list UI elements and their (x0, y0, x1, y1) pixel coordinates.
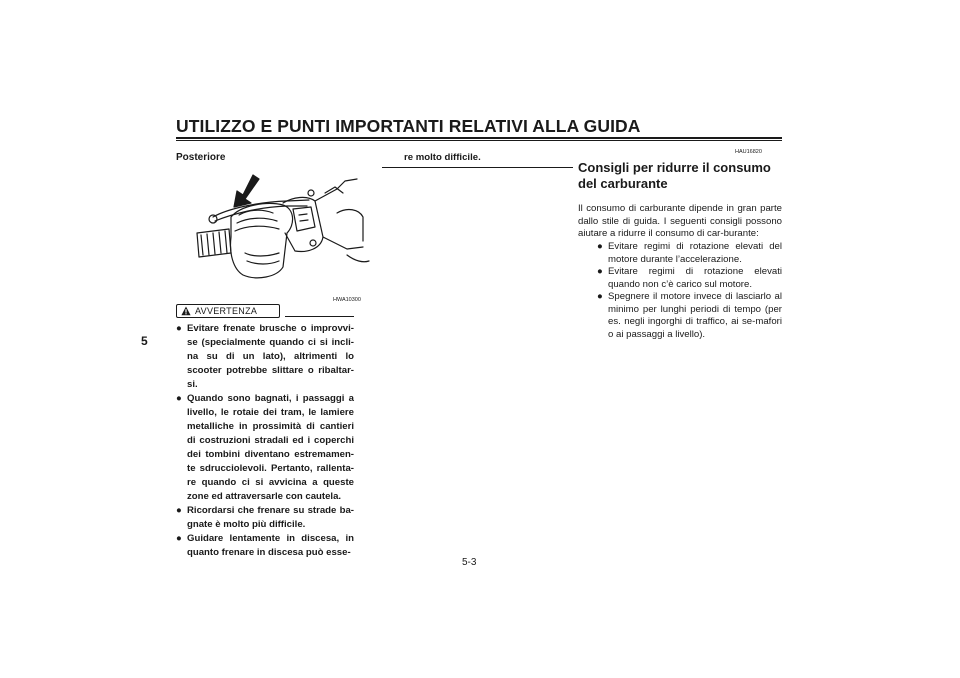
section-title: Consigli per ridurre il consumo del carburante (578, 160, 771, 191)
filled-circle-bullet-icon: ● (176, 323, 182, 334)
warning-continuation: re molto difficile. (404, 152, 481, 163)
page-number: 5-3 (462, 557, 477, 568)
header-rule-thick (176, 137, 782, 139)
section-subtitle-rear: Posteriore (176, 152, 226, 163)
section-code: HAU16820 (735, 149, 762, 155)
list-item: ● Evitare frenate brusche o improvvi-se (specialmente quando ci si incli-na su di un lato), altrimenti lo scooter potrebbe slittare o ribaltar-si. (176, 323, 354, 390)
warning-triangle-icon (181, 306, 191, 316)
list-item: ● Spegnere il motore invece di lasciarlo al minimo per lunghi periodi di tempo (per es. negli ingorghi di traffico, ai se-mafori o ai passaggi a livello). (597, 291, 782, 340)
filled-circle-bullet-icon: ● (597, 266, 603, 277)
warning-list (176, 322, 354, 560)
figure-code: HWA10300 (333, 297, 361, 303)
header-rule-thin (176, 140, 782, 141)
list-item: ● Evitare regimi di rotazione elevati quando non c’è carico sul motore. (597, 266, 782, 290)
list-item: ● Quando sono bagnati, i passaggi a livello, le rotaie dei tram, le lamiere metalliche in prossimità di cantieri di costruzioni stradali ed i coperchi dei tombini diventano estremamen-te sdrucciolevoli. Pertanto, rallenta-re quando ci si avvicina a queste zone ed attraversarle con cautela. (176, 393, 354, 502)
warning-end-rule (382, 167, 573, 168)
filled-circle-bullet-icon: ● (176, 533, 182, 544)
list-item: ● Guidare lentamente in discesa, in quanto frenare in discesa può esse- (176, 533, 354, 558)
rear-brake-lever-illustration (187, 157, 372, 297)
page-header-title: UTILIZZO E PUNTI IMPORTANTI RELATIVI ALLA GUIDA (176, 116, 641, 136)
warning-label: AVVERTENZA (195, 306, 258, 316)
section-intro: Il consumo di carburante dipende in gran parte dallo stile di guida. I seguenti consigli possono aiutare a ridurre il consumo di car-burante: (578, 203, 782, 239)
tips-list (597, 241, 782, 341)
filled-circle-bullet-icon: ● (176, 505, 182, 516)
filled-circle-bullet-icon: ● (597, 241, 603, 252)
chapter-tab: 5 (141, 334, 148, 348)
filled-circle-bullet-icon: ● (176, 393, 182, 404)
list-item: ● Evitare regimi di rotazione elevati del motore durante l’accelerazione. (597, 241, 782, 265)
list-item: ● Ricordarsi che frenare su strade ba-gnate è molto più difficile. (176, 505, 354, 530)
warning-header (176, 304, 280, 318)
filled-circle-bullet-icon: ● (597, 291, 603, 302)
warning-rule (285, 316, 354, 317)
